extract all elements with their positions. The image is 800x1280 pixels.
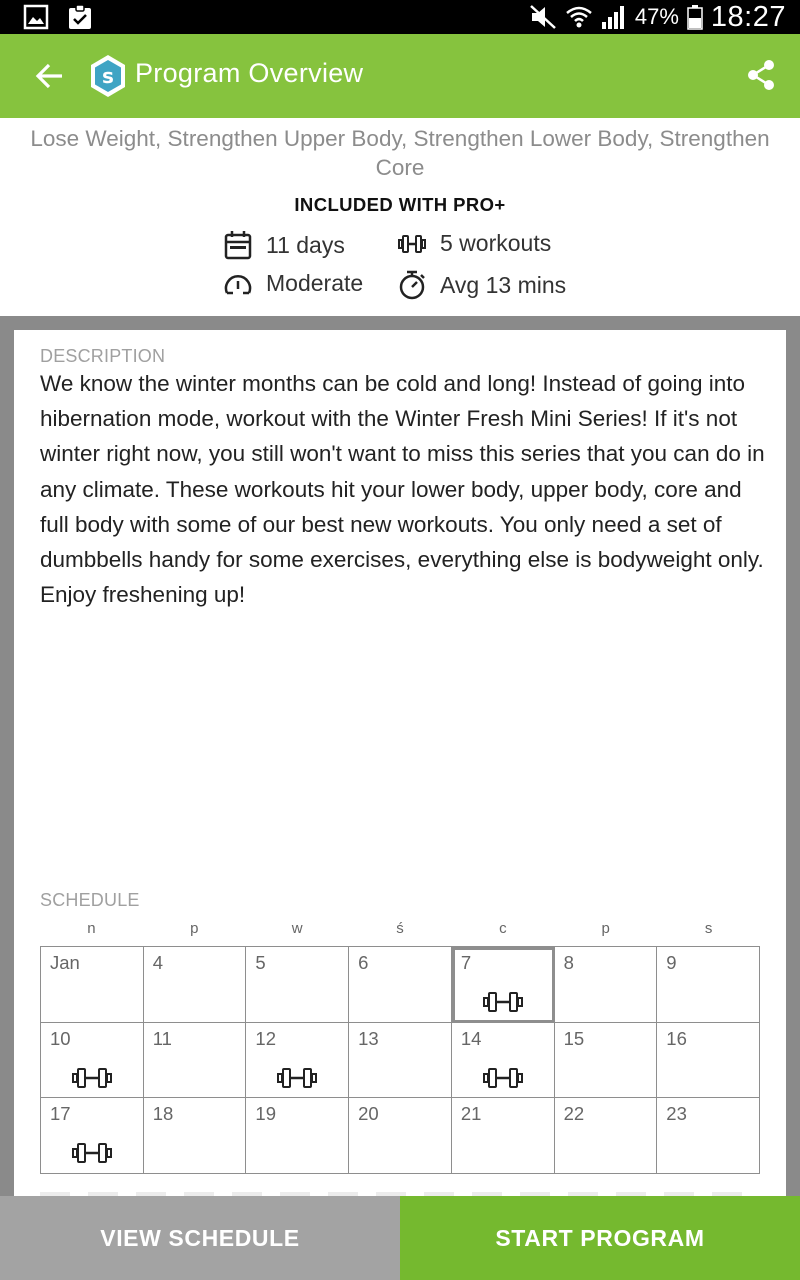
calendar-day[interactable] (349, 1098, 452, 1174)
day-number: 5 (255, 952, 266, 973)
day-number: 22 (563, 1103, 585, 1125)
mute-icon (529, 4, 557, 30)
dumbbell-icon (398, 233, 426, 255)
calendar-day[interactable] (144, 1023, 247, 1099)
calendar-day[interactable] (246, 1098, 349, 1174)
clipboard-check-icon (66, 3, 94, 31)
svg-text:s: s (102, 64, 114, 88)
day-number: 6 (358, 952, 369, 973)
calendar-day[interactable] (657, 1023, 760, 1099)
share-icon[interactable] (746, 58, 776, 92)
calendar-day[interactable] (246, 947, 349, 1023)
day-number: Jan (50, 952, 80, 973)
day-number: 15 (563, 1027, 585, 1049)
day-number: 19 (255, 1103, 276, 1125)
calendar-day[interactable] (555, 1098, 658, 1174)
calendar-day[interactable] (144, 1098, 247, 1174)
workouts-stat (398, 230, 551, 257)
workout-dumbbell-icon (72, 1066, 112, 1095)
day-number: 14 (460, 1027, 482, 1049)
description-heading: DESCRIPTION (40, 346, 166, 366)
day-number: 10 (50, 1027, 71, 1049)
calendar-day[interactable] (349, 947, 452, 1023)
status-bar (0, 0, 800, 34)
program-info (0, 118, 800, 316)
workouts-label: 5 workouts (440, 230, 552, 256)
weekday-label: w (291, 920, 303, 937)
weekday-label: c (499, 920, 507, 937)
calendar-day-today[interactable] (452, 947, 555, 1023)
calendar-day[interactable] (41, 1023, 144, 1099)
app-bar (0, 34, 800, 118)
calendar-day[interactable] (657, 947, 760, 1023)
day-number: 4 (152, 952, 163, 973)
day-number: 16 (666, 1027, 687, 1049)
description-text: We know the winter months can be cold and long! Instead of going into hibernation mode, workout with the Winter Fresh Mini Series! If it's not winter right now, you still won't want to miss this series that you can do in any climate. These workouts hit your lower body, upper body, core and full body with some of our best new workouts. You only need a set of dumbbells handy for some exercises, everything else is bodyweight only. Enjoy freshening up! (40, 371, 765, 608)
weekday-label: s (704, 920, 713, 937)
program-details-card (14, 330, 786, 1196)
day-number: 20 (358, 1103, 379, 1125)
day-number: 23 (666, 1103, 687, 1125)
day-number: 18 (152, 1103, 174, 1125)
back-arrow-icon[interactable] (30, 56, 70, 96)
workout-dumbbell-icon (72, 1141, 112, 1170)
calendar-day[interactable] (452, 1098, 555, 1174)
weekday-header (40, 920, 760, 937)
calendar-day[interactable] (41, 947, 144, 1023)
view-schedule-button[interactable]: VIEW SCHEDULE (0, 1196, 400, 1280)
calendar-icon (224, 230, 252, 260)
calendar-day[interactable] (452, 1023, 555, 1099)
intensity-label: Moderate (266, 270, 364, 296)
day-number: 9 (666, 952, 677, 973)
duration-stat (224, 230, 345, 260)
stopwatch-icon (398, 270, 426, 300)
start-program-button[interactable]: START PROGRAM (400, 1196, 800, 1280)
intensity-stat (224, 270, 363, 297)
day-number: 7 (460, 952, 472, 973)
calendar-day[interactable] (144, 947, 247, 1023)
weekday-label: p (190, 920, 199, 937)
schedule-heading: SCHEDULE (40, 890, 140, 910)
page-title: Program Overview (135, 58, 364, 88)
day-number: 13 (358, 1027, 379, 1049)
signal-icon (601, 4, 627, 30)
sworkit-logo-icon (88, 53, 128, 99)
duration-label: 11 days (266, 231, 345, 258)
calendar-day[interactable] (349, 1023, 452, 1099)
calendar-day[interactable] (657, 1098, 760, 1174)
day-number: 17 (50, 1103, 71, 1125)
battery-icon (687, 4, 703, 30)
weekday-label: p (601, 920, 610, 937)
program-goals: Lose Weight, Strengthen Upper Body, Strengthen Lower Body, Strengthen Core (30, 126, 770, 180)
workout-dumbbell-icon (483, 990, 523, 1019)
calendar-day[interactable] (555, 947, 658, 1023)
day-number: 12 (255, 1027, 276, 1049)
workout-dumbbell-icon (277, 1066, 317, 1095)
schedule-calendar (40, 946, 760, 1174)
battery-percent: 47% (634, 4, 679, 29)
weekday-label: ś (396, 920, 404, 937)
calendar-day[interactable] (41, 1098, 144, 1174)
day-number: 8 (563, 952, 574, 973)
day-number: 21 (460, 1103, 482, 1125)
avg-time-label: Avg 13 mins (440, 271, 567, 298)
included-badge: INCLUDED WITH PRO+ (294, 194, 506, 215)
day-number: 11 (152, 1027, 172, 1049)
calendar-day[interactable] (246, 1023, 349, 1099)
gallery-icon (22, 3, 50, 31)
weekday-label: n (87, 920, 96, 937)
speedometer-icon (224, 271, 252, 297)
clock: 18:27 (710, 0, 786, 33)
avg-time-stat (398, 270, 566, 300)
wifi-icon (565, 4, 593, 30)
calendar-day[interactable] (555, 1023, 658, 1099)
workout-dumbbell-icon (483, 1066, 523, 1095)
